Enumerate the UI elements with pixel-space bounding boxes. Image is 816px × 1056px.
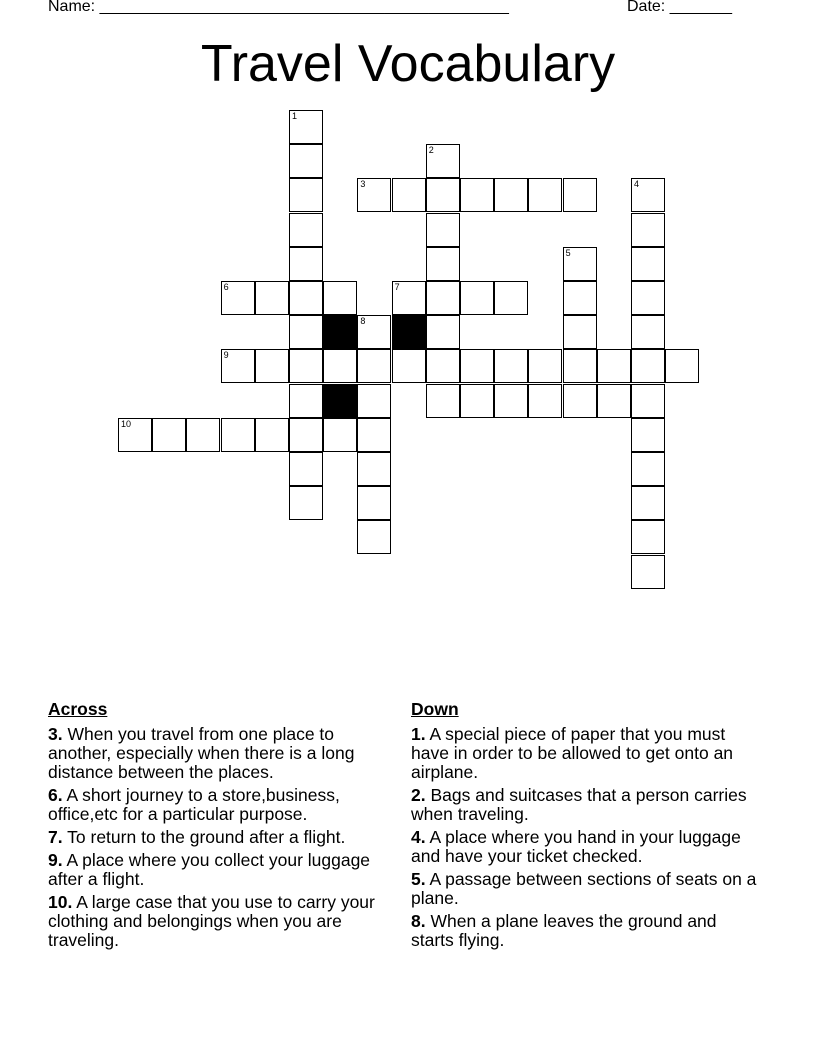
grid-cell[interactable]: [357, 384, 391, 418]
grid-cell[interactable]: [221, 281, 255, 315]
down-clue: [411, 786, 761, 824]
grid-cell[interactable]: [563, 349, 597, 383]
grid-cell[interactable]: [289, 486, 323, 520]
grid-cell[interactable]: [357, 178, 391, 212]
page-title: Travel Vocabulary: [200, 35, 616, 93]
grid-cell[interactable]: [460, 349, 494, 383]
clue-number: 7.: [48, 827, 63, 847]
grid-cell[interactable]: [289, 247, 323, 281]
grid-cell[interactable]: [494, 178, 528, 212]
grid-cell[interactable]: [392, 178, 426, 212]
grid-cell[interactable]: [289, 452, 323, 486]
clue-number-label: 5: [565, 247, 571, 258]
clue-number: 5.: [411, 869, 426, 889]
across-clue: [48, 828, 398, 847]
black-square: [323, 315, 357, 349]
grid-cell[interactable]: [631, 315, 665, 349]
grid-cell[interactable]: [665, 349, 699, 383]
clue-number: 8.: [411, 911, 426, 931]
grid-cell[interactable]: [426, 315, 460, 349]
grid-cell[interactable]: [426, 281, 460, 315]
clue-number-label: 6: [223, 282, 229, 292]
grid-cell[interactable]: [426, 178, 460, 212]
clue-text: When you travel from one place to another, especially when there is a long distance between the places.: [48, 724, 355, 782]
across-heading: Across: [48, 699, 108, 719]
grid-cell[interactable]: [528, 178, 562, 212]
clue-number: 9.: [48, 850, 63, 870]
down-clues: [411, 700, 761, 954]
across-clue: [48, 893, 398, 950]
grid-cell[interactable]: [563, 384, 597, 418]
clue-number-label: 1: [292, 111, 298, 121]
clue-number-label: 2: [428, 145, 434, 156]
grid-cell[interactable]: [426, 349, 460, 383]
clue-text: A short journey to a store,business, office,etc for a particular purpose.: [48, 785, 340, 824]
grid-cell[interactable]: [563, 281, 597, 315]
grid-cell[interactable]: [289, 178, 323, 212]
grid-cell[interactable]: [631, 486, 665, 520]
grid-cell[interactable]: [631, 247, 665, 281]
grid-cell[interactable]: [289, 144, 323, 178]
grid-cell[interactable]: [357, 349, 391, 383]
across-clues: [48, 700, 398, 954]
clue-number-label: 8: [360, 316, 366, 327]
grid-cell[interactable]: [186, 418, 220, 452]
grid-cell[interactable]: [289, 418, 323, 452]
clue-number-label: 9: [223, 350, 229, 361]
clue-text: To return to the ground after a flight.: [67, 827, 346, 847]
grid-cell[interactable]: [323, 281, 357, 315]
grid-cell[interactable]: [426, 384, 460, 418]
clue-text: A place where you collect your luggage after a flight.: [48, 850, 371, 889]
black-square: [392, 315, 426, 349]
grid-cell[interactable]: [631, 384, 665, 418]
date-field-label[interactable]: Date: _______: [627, 0, 732, 15]
clue-text: A large case that you use to carry your clothing and belongings when you are traveling.: [48, 892, 375, 950]
clue-number-label: 3: [360, 179, 366, 190]
grid-cell[interactable]: [460, 384, 494, 418]
clue-number-label: 7: [394, 282, 400, 292]
grid-cell[interactable]: [152, 418, 186, 452]
grid-cell[interactable]: [255, 349, 289, 383]
grid-cell[interactable]: [631, 452, 665, 486]
down-clue: [411, 870, 761, 908]
clue-number: 2.: [411, 785, 426, 805]
black-square: [323, 384, 357, 418]
grid-cell[interactable]: [631, 555, 665, 589]
grid-cell[interactable]: [357, 418, 391, 452]
grid-cell[interactable]: [563, 178, 597, 212]
grid-cell[interactable]: [631, 520, 665, 554]
clue-text: A special piece of paper that you must have in order to be allowed to get onto an airplane.: [411, 724, 734, 782]
grid-cell[interactable]: [631, 178, 665, 212]
grid-cell[interactable]: [289, 315, 323, 349]
clue-text: A place where you hand in your luggage and have your ticket checked.: [411, 827, 741, 866]
clue-number: 6.: [48, 785, 63, 805]
grid-cell[interactable]: [426, 213, 460, 247]
grid-cell[interactable]: [323, 418, 357, 452]
grid-cell[interactable]: [460, 281, 494, 315]
grid-cell[interactable]: [563, 315, 597, 349]
across-clue: [48, 725, 398, 782]
grid-cell[interactable]: [494, 281, 528, 315]
grid-cell[interactable]: [631, 418, 665, 452]
grid-cell[interactable]: [528, 384, 562, 418]
down-heading: Down: [411, 699, 459, 719]
clue-number: 3.: [48, 724, 63, 744]
grid-cell[interactable]: [631, 213, 665, 247]
clue-number: 10.: [48, 892, 73, 912]
grid-cell[interactable]: [357, 520, 391, 554]
grid-cell[interactable]: [221, 418, 255, 452]
grid-cell[interactable]: [426, 144, 460, 178]
grid-cell[interactable]: [289, 110, 323, 144]
down-clue: [411, 725, 761, 782]
grid-cell[interactable]: [289, 213, 323, 247]
clue-number: 4.: [411, 827, 426, 847]
grid-cell[interactable]: [392, 281, 426, 315]
grid-cell[interactable]: [528, 349, 562, 383]
clue-number-label: 4: [634, 179, 640, 190]
grid-cell[interactable]: [357, 486, 391, 520]
grid-cell[interactable]: [563, 247, 597, 281]
across-clue: [48, 851, 398, 889]
across-clue: [48, 786, 398, 824]
grid-cell[interactable]: [494, 384, 528, 418]
clue-number: 1.: [411, 724, 426, 744]
clue-text: When a plane leaves the ground and starts flying.: [411, 911, 717, 950]
grid-cell[interactable]: [392, 349, 426, 383]
grid-cell[interactable]: [460, 178, 494, 212]
grid-cell[interactable]: [255, 281, 289, 315]
clue-number-label: 10: [121, 418, 132, 429]
grid-cell[interactable]: [426, 247, 460, 281]
grid-cell[interactable]: [597, 384, 631, 418]
grid-cell[interactable]: [221, 349, 255, 383]
grid-cell[interactable]: [357, 452, 391, 486]
grid-cell[interactable]: [631, 281, 665, 315]
grid-cell[interactable]: [631, 349, 665, 383]
clue-text: A passage between sections of seats on a plane.: [411, 869, 757, 908]
clue-text: Bags and suitcases that a person carries when traveling.: [411, 785, 747, 824]
down-clue: [411, 912, 761, 950]
down-clue: [411, 828, 761, 866]
name-field-label[interactable]: Name: ______________________________________________: [48, 0, 509, 15]
grid-cell[interactable]: [323, 349, 357, 383]
grid-cell[interactable]: [494, 349, 528, 383]
grid-cell[interactable]: [357, 315, 391, 349]
grid-cell[interactable]: [289, 281, 323, 315]
grid-cell[interactable]: [118, 418, 152, 452]
grid-cell[interactable]: [255, 418, 289, 452]
grid-cell[interactable]: [289, 384, 323, 418]
grid-cell[interactable]: [289, 349, 323, 383]
grid-cell[interactable]: [597, 349, 631, 383]
